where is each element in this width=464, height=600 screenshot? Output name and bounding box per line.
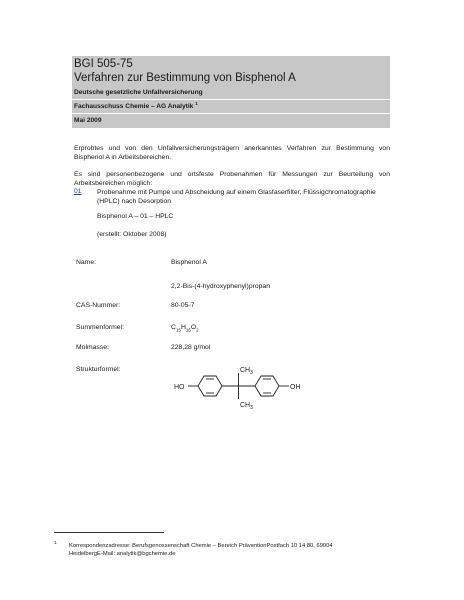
header-divider bbox=[72, 113, 390, 114]
footnote-mark: 1 bbox=[54, 541, 57, 546]
method-created-date: (erstellt: Oktober 2008) bbox=[97, 231, 167, 238]
method-description: Probenahme mit Pumpe und Abscheidung auf einem Glasfaserfilter, Flüssigchromatographie bbox=[97, 189, 376, 196]
document-date: Mai 2009 bbox=[74, 117, 102, 124]
intro-paragraph-line: Bisphenol A in Arbeitsbereichen. bbox=[74, 154, 172, 161]
organization-name: Deutsche gesetzliche Unfallversicherung bbox=[74, 89, 203, 96]
method-number-link[interactable]: 01 bbox=[74, 188, 82, 195]
document-code: BGI 505-75 bbox=[74, 58, 133, 70]
methyl-label-bottom: $CH_3$ bbox=[240, 402, 253, 411]
method-code: Bisphenol A – 01 – HPLC bbox=[97, 213, 174, 220]
cas-label: CAS-Nummer: bbox=[76, 302, 121, 309]
intro-paragraph-line: Arbeitsbereichen möglich: bbox=[74, 180, 153, 187]
substance-name: Bisphenol A bbox=[171, 259, 207, 266]
structure-label: Strukturformel: bbox=[76, 366, 121, 373]
method-description: (HPLC) nach Desorption bbox=[97, 198, 172, 205]
hydroxyl-label-right: OH bbox=[290, 384, 301, 391]
footnote-reference: 1 bbox=[195, 100, 198, 106]
committee-name: Fachausschuss Chemie – AG Analytik $^1$ bbox=[74, 100, 198, 110]
molar-mass: 228,28 g/mol bbox=[171, 344, 211, 351]
footnote-divider bbox=[54, 532, 164, 533]
document-title: Verfahren zur Bestimmung von Bisphenol A bbox=[74, 72, 296, 84]
substance-synonym: 2,2-Bis-(4-hydroxyphenyl)propan bbox=[171, 283, 270, 290]
hydroxyl-label-left: HO bbox=[174, 384, 185, 391]
formula-label: Summenformel: bbox=[76, 324, 124, 331]
methyl-label-top: $CH_3$ bbox=[240, 367, 253, 376]
intro-paragraph-line: Erprobtes und von den Unfallversicherungsträgern anerkanntes Verfahren zur Bestimmung von bbox=[74, 145, 390, 152]
header-divider bbox=[72, 99, 390, 100]
title-block bbox=[72, 56, 390, 128]
molecular-formula: $C_{15}H_{16}O_2$ bbox=[171, 324, 199, 333]
footnote-text: Korrespondenzadresse: Berufsgenossenschaft Chemie – Bereich PräventionPostfach 10 14 80, 69004 bbox=[69, 543, 333, 549]
name-label: Name: bbox=[76, 259, 97, 266]
molar-mass-label: Molmasse: bbox=[76, 344, 109, 351]
intro-paragraph-line: Es sind personenbezogene und ortsfeste Probenahmen für Messungen zur Beurteilung von bbox=[74, 171, 390, 178]
cas-number: 80-05-7 bbox=[171, 302, 195, 309]
structural-formula bbox=[168, 365, 323, 413]
footnote-text: HeidelbergE-Mail: analytik@bgchemie.de bbox=[69, 551, 176, 557]
